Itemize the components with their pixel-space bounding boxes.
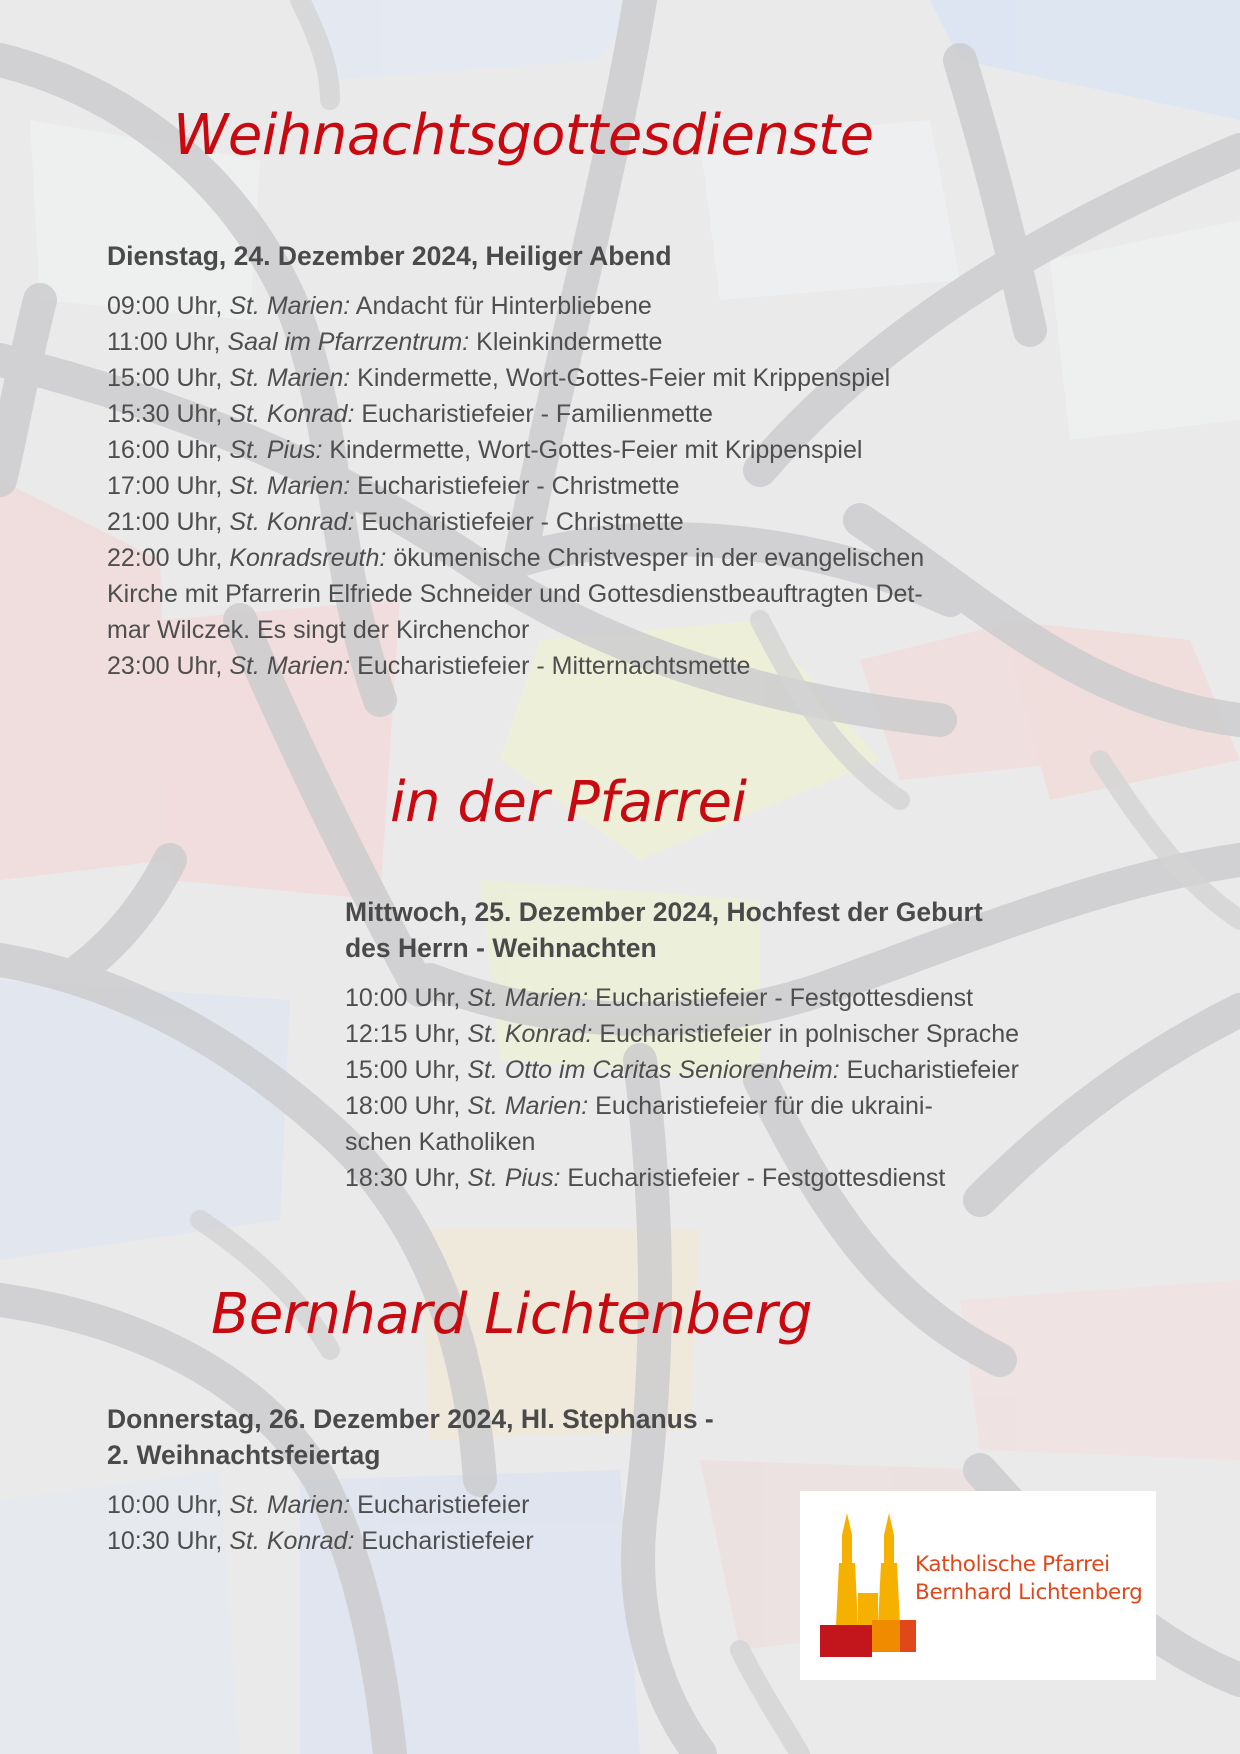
day-heading xyxy=(107,1401,807,1473)
entry-time: 15:00 Uhr, xyxy=(107,364,223,392)
entry-text: Eucharistiefeier - Festgottesdienst xyxy=(567,1164,946,1192)
entry-time: 17:00 Uhr, xyxy=(107,472,223,500)
entry-location: St. Konrad: xyxy=(229,508,355,536)
entry-time: 12:15 Uhr, xyxy=(345,1020,461,1048)
entry-time: 10:00 Uhr, xyxy=(107,1491,223,1519)
list-item xyxy=(107,360,1007,396)
entry-location: St. Pius: xyxy=(229,436,323,464)
entry-location: St. Konrad: xyxy=(467,1020,593,1048)
entry-text: Eucharistiefeier - Familienmette xyxy=(361,400,713,428)
list-item xyxy=(107,396,1007,432)
list-item xyxy=(345,1160,1195,1196)
entry-text: Eucharistiefeier - Christmette xyxy=(361,508,684,536)
entry-location: St. Konrad: xyxy=(229,400,355,428)
entry-continuation: schen Katholiken xyxy=(345,1128,536,1156)
list-item xyxy=(107,468,1007,504)
title-in-der-pfarrei: in der Pfarrei xyxy=(390,770,747,835)
entry-location: Saal im Pfarrzentrum: xyxy=(227,328,470,356)
list-item xyxy=(107,504,1007,540)
day-heading-line1: Donnerstag, 26. Dezember 2024, Hl. Stephanus - xyxy=(107,1404,714,1434)
entry-location: St. Konrad: xyxy=(229,1527,355,1555)
entry-time: 09:00 Uhr, xyxy=(107,292,223,320)
entry-text: Kindermette, Wort-Gottes-Feier mit Krippenspiel xyxy=(329,436,863,464)
schedule-section-dec-26 xyxy=(107,1401,807,1559)
entry-time: 11:00 Uhr, xyxy=(107,328,221,356)
entry-text: Eucharistiefeier in polnischer Sprache xyxy=(599,1020,1020,1048)
entry-text: Andacht für Hinterbliebene xyxy=(355,292,652,320)
entry-time: 15:30 Uhr, xyxy=(107,400,223,428)
day-heading-line1: Mittwoch, 25. Dezember 2024, Hochfest der Geburt xyxy=(345,897,983,927)
schedule-section-dec-25 xyxy=(345,894,1195,1196)
entry-time: 21:00 Uhr, xyxy=(107,508,223,536)
entry-location: St. Pius: xyxy=(467,1164,561,1192)
title-weihnachtsgottesdienste: Weihnachtsgottesdienste xyxy=(173,103,874,168)
list-item xyxy=(345,1016,1195,1052)
entry-time: 10:30 Uhr, xyxy=(107,1527,223,1555)
entry-text: Eucharistiefeier - Mitternachtsmette xyxy=(357,652,751,680)
list-item xyxy=(107,324,1007,360)
day-heading-line2: des Herrn - Weihnachten xyxy=(345,933,657,963)
entry-location: Konradsreuth: xyxy=(229,544,387,572)
list-item xyxy=(107,540,1007,648)
list-item xyxy=(345,1052,1195,1088)
entry-time: 23:00 Uhr, xyxy=(107,652,223,680)
entry-text: Eucharistiefeier für die ukraini- xyxy=(595,1092,933,1120)
entry-text: ökumenische Christvesper in der evangelischen xyxy=(393,544,925,572)
entry-continuation: mar Wilczek. Es singt der Kirchenchor xyxy=(107,616,530,644)
entry-location: St. Marien: xyxy=(229,1491,351,1519)
list-item xyxy=(345,1088,1195,1160)
entry-location: St. Marien: xyxy=(229,364,351,392)
list-item xyxy=(107,432,1007,468)
entry-text: Eucharistiefeier - Festgottesdienst xyxy=(595,984,974,1012)
list-item xyxy=(107,1523,807,1559)
entry-text: Eucharistiefeier - Christmette xyxy=(357,472,680,500)
list-item xyxy=(107,288,1007,324)
entry-list xyxy=(107,1487,807,1559)
day-heading: Dienstag, 24. Dezember 2024, Heiliger Abend xyxy=(107,241,672,271)
entry-list xyxy=(107,288,1007,684)
parish-logo xyxy=(800,1491,1156,1680)
logo-text-line2: Bernhard Lichtenberg xyxy=(915,1580,1143,1605)
entry-location: St. Otto im Caritas Seniorenheim: xyxy=(467,1056,840,1084)
entry-time: 22:00 Uhr, xyxy=(107,544,223,572)
entry-location: St. Marien: xyxy=(467,984,589,1012)
entry-text: Eucharistiefeier xyxy=(846,1056,1019,1084)
list-item xyxy=(107,648,1007,684)
entry-text: Kleinkindermette xyxy=(476,328,663,356)
entry-time: 16:00 Uhr, xyxy=(107,436,223,464)
entry-location: St. Marien: xyxy=(229,292,351,320)
church-towers-icon xyxy=(820,1513,916,1657)
entry-location: St. Marien: xyxy=(467,1092,589,1120)
entry-text: Eucharistiefeier xyxy=(361,1527,534,1555)
title-bernhard-lichtenberg: Bernhard Lichtenberg xyxy=(211,1282,813,1347)
entry-time: 10:00 Uhr, xyxy=(345,984,461,1012)
list-item xyxy=(345,980,1195,1016)
day-heading xyxy=(345,894,1195,966)
entry-list xyxy=(345,980,1195,1196)
entry-location: St. Marien: xyxy=(229,472,351,500)
entry-continuation: Kirche mit Pfarrerin Elfriede Schneider und Gottesdienstbeauftragten Det- xyxy=(107,580,923,608)
entry-text: Kindermette, Wort-Gottes-Feier mit Krippenspiel xyxy=(357,364,891,392)
entry-time: 18:30 Uhr, xyxy=(345,1164,461,1192)
list-item xyxy=(107,1487,807,1523)
schedule-section-dec-24 xyxy=(107,238,1007,684)
entry-location: St. Marien: xyxy=(229,652,351,680)
logo-text-line1: Katholische Pfarrei xyxy=(915,1552,1110,1577)
day-heading-line2: 2. Weihnachtsfeiertag xyxy=(107,1440,381,1470)
entry-time: 18:00 Uhr, xyxy=(345,1092,461,1120)
entry-text: Eucharistiefeier xyxy=(357,1491,530,1519)
entry-time: 15:00 Uhr, xyxy=(345,1056,461,1084)
